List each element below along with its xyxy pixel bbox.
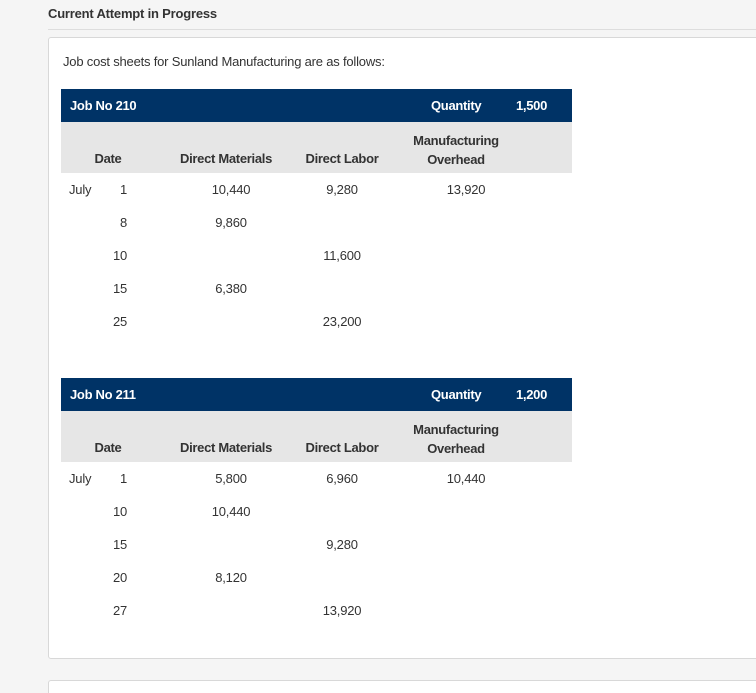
title-divider <box>48 29 756 30</box>
col-direct-materials: Direct Materials <box>179 440 273 455</box>
cell-month: July <box>69 182 92 197</box>
table-row <box>61 594 572 627</box>
quantity-value: 1,500 <box>516 98 548 113</box>
cell-day: 1 <box>119 471 127 486</box>
table-row <box>61 173 572 206</box>
cell-direct-labor: 11,600 <box>323 248 361 263</box>
cell-direct-labor: 13,920 <box>322 603 362 618</box>
cell-direct-materials: 6,380 <box>215 281 247 296</box>
job-number: Job No 211 <box>70 387 136 402</box>
col-direct-labor: Direct Labor <box>305 151 379 166</box>
cell-day: 1 <box>119 182 127 197</box>
cell-day: 15 <box>112 537 127 552</box>
col-direct-labor: Direct Labor <box>305 440 379 455</box>
quantity-label: Quantity <box>431 387 482 402</box>
cell-day: 8 <box>119 215 127 230</box>
job-cost-sheet-210 <box>61 89 572 338</box>
cell-day: 27 <box>112 603 127 618</box>
col-manufacturing-overhead: Manufacturing Overhead <box>413 422 499 456</box>
cell-manufacturing-overhead: 13,920 <box>446 182 486 197</box>
table-row <box>61 305 572 338</box>
table-row <box>61 206 572 239</box>
col-date: Date <box>94 151 122 166</box>
job-cost-sheet-211 <box>61 378 572 627</box>
quantity-value: 1,200 <box>516 387 548 402</box>
cell-day: 10 <box>112 504 127 519</box>
cell-month: July <box>69 471 92 486</box>
cell-direct-materials: 5,800 <box>215 471 247 486</box>
table-row <box>61 462 572 495</box>
job-sheet-header <box>61 89 572 122</box>
table-row <box>61 528 572 561</box>
quantity-label: Quantity <box>431 98 482 113</box>
cell-day: 10 <box>112 248 127 263</box>
cell-day: 20 <box>112 570 127 585</box>
cell-direct-labor: 9,280 <box>326 182 358 197</box>
cell-manufacturing-overhead: 10,440 <box>446 471 486 486</box>
job-rows <box>61 173 572 338</box>
col-direct-materials: Direct Materials <box>179 151 273 166</box>
table-row <box>61 272 572 305</box>
job-rows <box>61 462 572 627</box>
col-date: Date <box>94 440 122 455</box>
table-row <box>61 561 572 594</box>
cell-direct-materials: 10,440 <box>211 504 251 519</box>
cell-direct-labor: 9,280 <box>326 537 358 552</box>
next-question-card <box>48 680 756 693</box>
question-card <box>48 37 756 659</box>
cell-direct-materials: 9,860 <box>215 215 247 230</box>
cell-direct-materials: 8,120 <box>215 570 247 585</box>
cell-direct-labor: 23,200 <box>322 314 362 329</box>
col-manufacturing-overhead: Manufacturing Overhead <box>413 133 499 167</box>
cell-day: 15 <box>112 281 127 296</box>
column-header-row <box>61 411 572 462</box>
column-header-row <box>61 122 572 173</box>
table-row <box>61 495 572 528</box>
attempt-status-title: Current Attempt in Progress <box>48 6 217 21</box>
job-number: Job No 210 <box>70 98 137 113</box>
cell-direct-labor: 6,960 <box>326 471 358 486</box>
cell-direct-materials: 10,440 <box>211 182 251 197</box>
table-row <box>61 239 572 272</box>
job-sheet-header <box>61 378 572 411</box>
cell-day: 25 <box>112 314 127 329</box>
question-intro: Job cost sheets for Sunland Manufacturing are as follows: <box>63 54 385 69</box>
